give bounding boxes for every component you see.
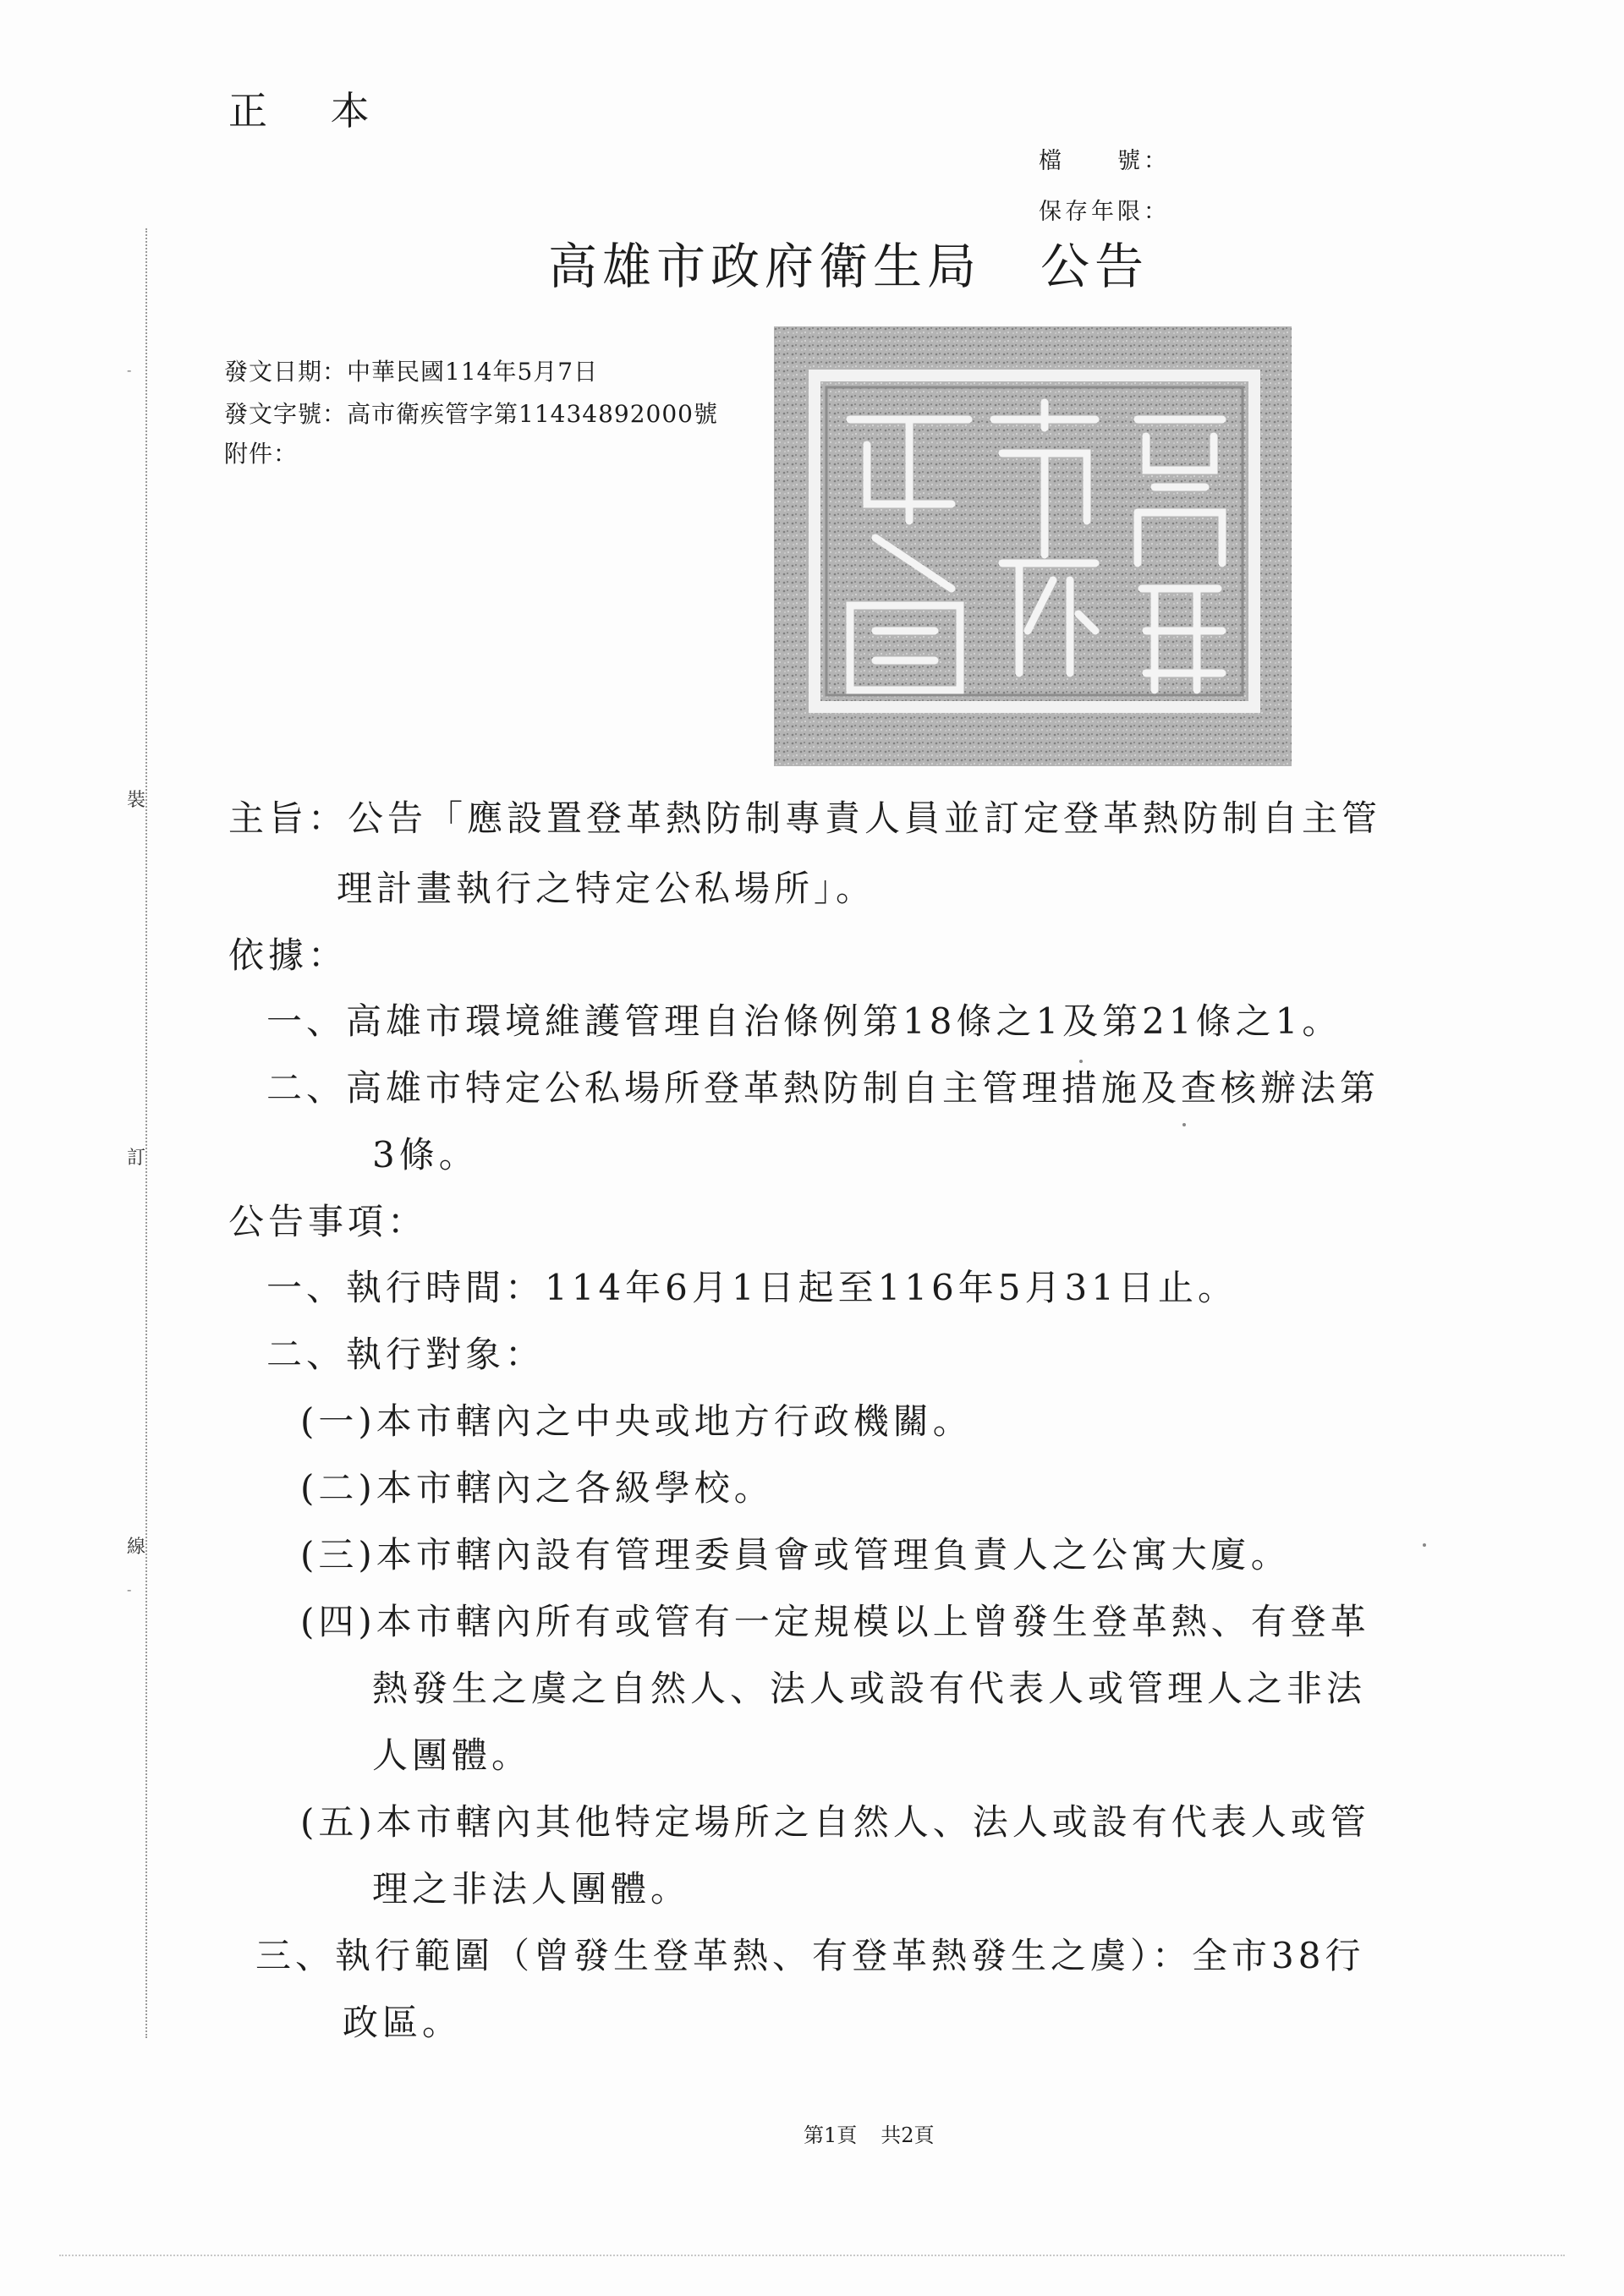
document-title — [548, 227, 1149, 298]
page-number — [804, 2118, 935, 2148]
notice-item-3-line-2: 政區。 — [343, 2002, 463, 2043]
attachment-label: 附件： — [224, 440, 299, 468]
scan-tick-mark: - — [127, 362, 132, 378]
basis-item-1: 一、高雄市環境維護管理自治條例第18條之1及第21條之1。 — [266, 1000, 1342, 1042]
binding-mark-ding: 訂 — [127, 1140, 145, 1173]
basis-item-2-line-2: 3條。 — [372, 1134, 479, 1175]
scan-speck — [1423, 1543, 1426, 1547]
scan-speck — [1182, 1123, 1186, 1126]
target-sub-item-3: (三)本市轄內設有管理委員會或管理負責人之公寓大廈。 — [300, 1534, 1291, 1575]
notice-item-1: 一、執行時間：114年6月1日起至116年5月31日止。 — [266, 1267, 1237, 1308]
target-sub-item-5-line-2: 理之非法人團體。 — [372, 1868, 691, 1910]
basis-heading: 依據： — [228, 934, 348, 976]
target-sub-item-5-line-1: (五)本市轄內其他特定場所之自然人、法人或設有代表人或管 — [300, 1801, 1370, 1843]
binding-dotted-line — [145, 228, 147, 2038]
notice-heading: 公告事項： — [228, 1201, 428, 1242]
bottom-scan-edge — [59, 2255, 1565, 2256]
subject-line-2: 理計畫執行之特定公私場所」。 — [337, 868, 876, 909]
file-number-label: 檔 號： — [1039, 148, 1170, 174]
target-sub-item-1: (一)本市轄內之中央或地方行政機關。 — [300, 1400, 973, 1442]
basis-item-2-line-1: 二、高雄市特定公私場所登革熱防制自主管理措施及查核辦法第 — [266, 1067, 1380, 1109]
original-copy-mark: 正 本 — [228, 88, 395, 134]
issuing-agency: 高雄市政府衛生局 — [548, 238, 982, 295]
subject-line-1: 主旨：公告「應設置登革熱防制專責人員並訂定登革熱防制自主管 — [228, 797, 1382, 839]
page-current: 第1頁 — [804, 2123, 858, 2147]
binding-mark-xian: 線 — [127, 1529, 145, 1562]
scan-tick-mark: - — [127, 1581, 132, 1597]
notice-item-3-line-1: 三、執行範圍（曾發生登革熱、有登革熱發生之虞）：全市38行 — [255, 1935, 1365, 1976]
target-sub-item-4-line-1: (四)本市轄內所有或管有一定規模以上曾發生登革熱、有登革 — [300, 1601, 1370, 1642]
target-sub-item-4-line-2: 熱發生之虞之自然人、法人或設有代表人或管理人之非法 — [372, 1668, 1367, 1709]
target-sub-item-4-line-3: 人團體。 — [372, 1734, 532, 1776]
issue-date: 發文日期：中華民國114年5月7日 — [224, 358, 599, 386]
document-type: 公告 — [1040, 238, 1149, 295]
issue-number: 發文字號：高市衛疾管字第11434892000號 — [224, 400, 718, 428]
page-total: 共2頁 — [881, 2123, 935, 2147]
notice-item-2: 二、執行對象： — [266, 1334, 546, 1375]
target-sub-item-2: (二)本市轄內之各級學校。 — [300, 1467, 774, 1509]
binding-mark-zhuang: 裝 — [127, 782, 145, 815]
official-seal-stamp — [774, 326, 1292, 766]
retention-period-label: 保存年限： — [1039, 199, 1170, 225]
